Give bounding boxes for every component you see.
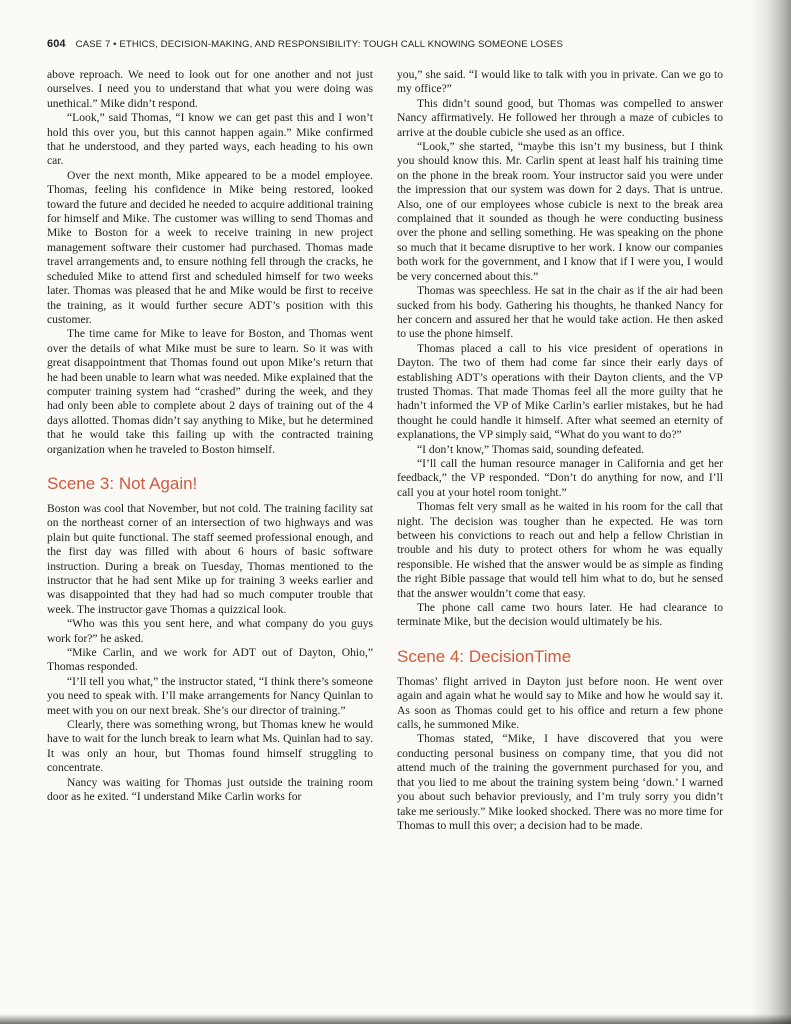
paragraph: Over the next month, Mike appeared to be a model employee. Thomas, feeling his confidence in Mike being restored, looked toward the future and decided he needed to acquire additional training for himself and Mike. The customer was willing to send Thomas and Mike to Boston for a week to receive training in new project management software their customer had purchased. Thomas made travel arrangements and, to ensure nothing fell through the cracks, he scheduled Mike to attend first and scheduled himself for two weeks later. Thomas was pleased that he and Mike would be first to receive the training, as it would further secure ADT’s position with this customer. [47,168,373,326]
paragraph: This didn’t sound good, but Thomas was compelled to answer Nancy affirmatively. He followed her through a maze of cubicles to arrive at the double cubicle she used as an office. [397,96,723,139]
paragraph: “Look,” said Thomas, “I know we can get past this and I won’t hold this over you, but this cannot happen again.” Mike confirmed that he understood, and they parted ways, each heading to his own car. [47,111,373,168]
paragraph: Boston was cool that November, but not cold. The training facility sat on the northeast corner of an intersection of two highways and was plain but quite functional. The staff seemed professional enough, and the first day was filled with about 6 hours of basic software instruction. During a break on Tuesday, Thomas mentioned to the instructor that he had sent Mike up for training 3 weeks earlier and was disappointed that they had had so much computer trouble that week. The instructor gave Thomas a quizzical look. [47,501,373,616]
paragraph: “I’ll call the human resource manager in California and get her feedback,” the VP responded. “Don’t do anything for now, and I’ll call you at your hotel room tonight.” [397,456,723,499]
paragraph: Thomas’ flight arrived in Dayton just before noon. He went over again and again what he would say to Mike and how he would say it. As soon as Thomas could get to his office and return a few phone calls, he summoned Mike. [397,674,723,732]
paragraph: “Who was this you sent here, and what company do you guys work for?” he asked. [47,617,373,645]
running-title: CASE 7 • ETHICS, DECISION-MAKING, AND RESPONSIBILITY: TOUGH CALL KNOWING SOMEONE LOSES [75,39,563,50]
paragraph: “Mike Carlin, and we work for ADT out of Dayton, Ohio,” Thomas responded. [47,646,373,674]
paragraph: Nancy was waiting for Thomas just outside the training room door as he exited. “I understand Mike Carlin works for [47,775,373,804]
paragraph: Thomas stated, “Mike, I have discovered that you were conducting personal business on company time, that you did not attend much of the training the government purchased for you, and that you lied to me about the training system being ‘down.’ I warned you about such behavior previously, and I’m truly sorry you didn’t take me seriously.” Mike looked shocked. There was no more time for Thomas to mull this over; a decision had to be made. [397,732,723,832]
paragraph: Thomas was speechless. He sat in the chair as if the air had been sucked from his body. Gathering his thoughts, he thanked Nancy for her concern and assured her that he would take action. He then asked to use the phone himself. [397,284,723,341]
paragraph: above reproach. We need to look out for one another and not just ourselves. I need you to understand that what you were doing was unethical.” Mike didn’t respond. [47,68,373,110]
page-bottom-shadow [0,1014,791,1024]
scene-3-heading: Scene 3: Not Again! [47,473,198,493]
paragraph: you,” she said. “I would like to talk with you in private. Can we go to my office?” [397,68,723,96]
paragraph: The phone call came two hours later. He had clearance to terminate Mike, but the decision would ultimately be his. [397,601,723,629]
page-number: 604 [47,38,66,50]
book-spine-shadow [751,0,791,1024]
paragraph: Clearly, there was something wrong, but Thomas knew he would have to wait for the lunch break to learn what Ms. Quinlan had to say. It was only an hour, but Thomas found himself struggling to concentrate. [47,718,373,775]
running-header [47,38,747,50]
paragraph: The time came for Mike to leave for Boston, and Thomas went over the details of what Mike must be sure to learn. So it was with great disappointment that Thomas found out upon Mike’s return that he had been unable to learn what was needed. Mike explained that the computer training system had “crashed” during the week, and they had only been able to complete about 2 days of training out of the 4 days allotted. Thomas didn’t say anything to Mike, but he determined that he would take this failing up with the contracted training organization when he traveled to Boston himself. [47,327,373,456]
scene-4-heading: Scene 4: DecisionTime [397,646,572,666]
paragraph: Thomas placed a call to his vice president of operations in Dayton. The two of them had come far since their early days of establishing ADT’s operations with their Dayton clients, and the VP trusted Thomas. That made Thomas feel all the more guilty that he hadn’t informed the VP of Mike Carlin’s earlier mistakes, but he had thought he could handle it himself. After what seemed an eternity of explanations, the VP simply said, “What do you want to do?” [397,341,723,442]
paragraph: “I don’t know,” Thomas said, sounding defeated. [417,442,645,456]
paragraph: “Look,” she started, “maybe this isn’t my business, but I think you should know this. Mr. Carlin spent at least half his training time on the phone in the break room. Your instructor said you were under the impression that our system was down for 2 days. That is untrue. Also, one of our employees whose cubicle is next to the break area complained that it sounded as though he were conducting business over the phone and selling something. He was speaking on the phone so much that it became disruptive to her work. I know our companies both work for the government, and I know that if I were you, I would be very concerned about this.” [397,140,723,283]
left-column [47,68,373,805]
right-column [397,68,723,833]
paragraph: Thomas felt very small as he waited in his room for the call that night. The decision was tougher than he expected. He was torn between his convictions to reach out and help a fellow Christian in trouble and his duty to protect others for whom he was equally responsible. He wished that the answer would be as simple as finding the right Bible passage that would tell him what to do, but he sensed that the answer wouldn’t come that easy. [397,500,723,600]
paragraph: “I’ll tell you what,” the instructor stated, “I think there’s someone you need to speak with. I’ll make arrangements for Nancy Quinlan to meet with you on our next break. She’s our director of training.” [47,674,373,717]
